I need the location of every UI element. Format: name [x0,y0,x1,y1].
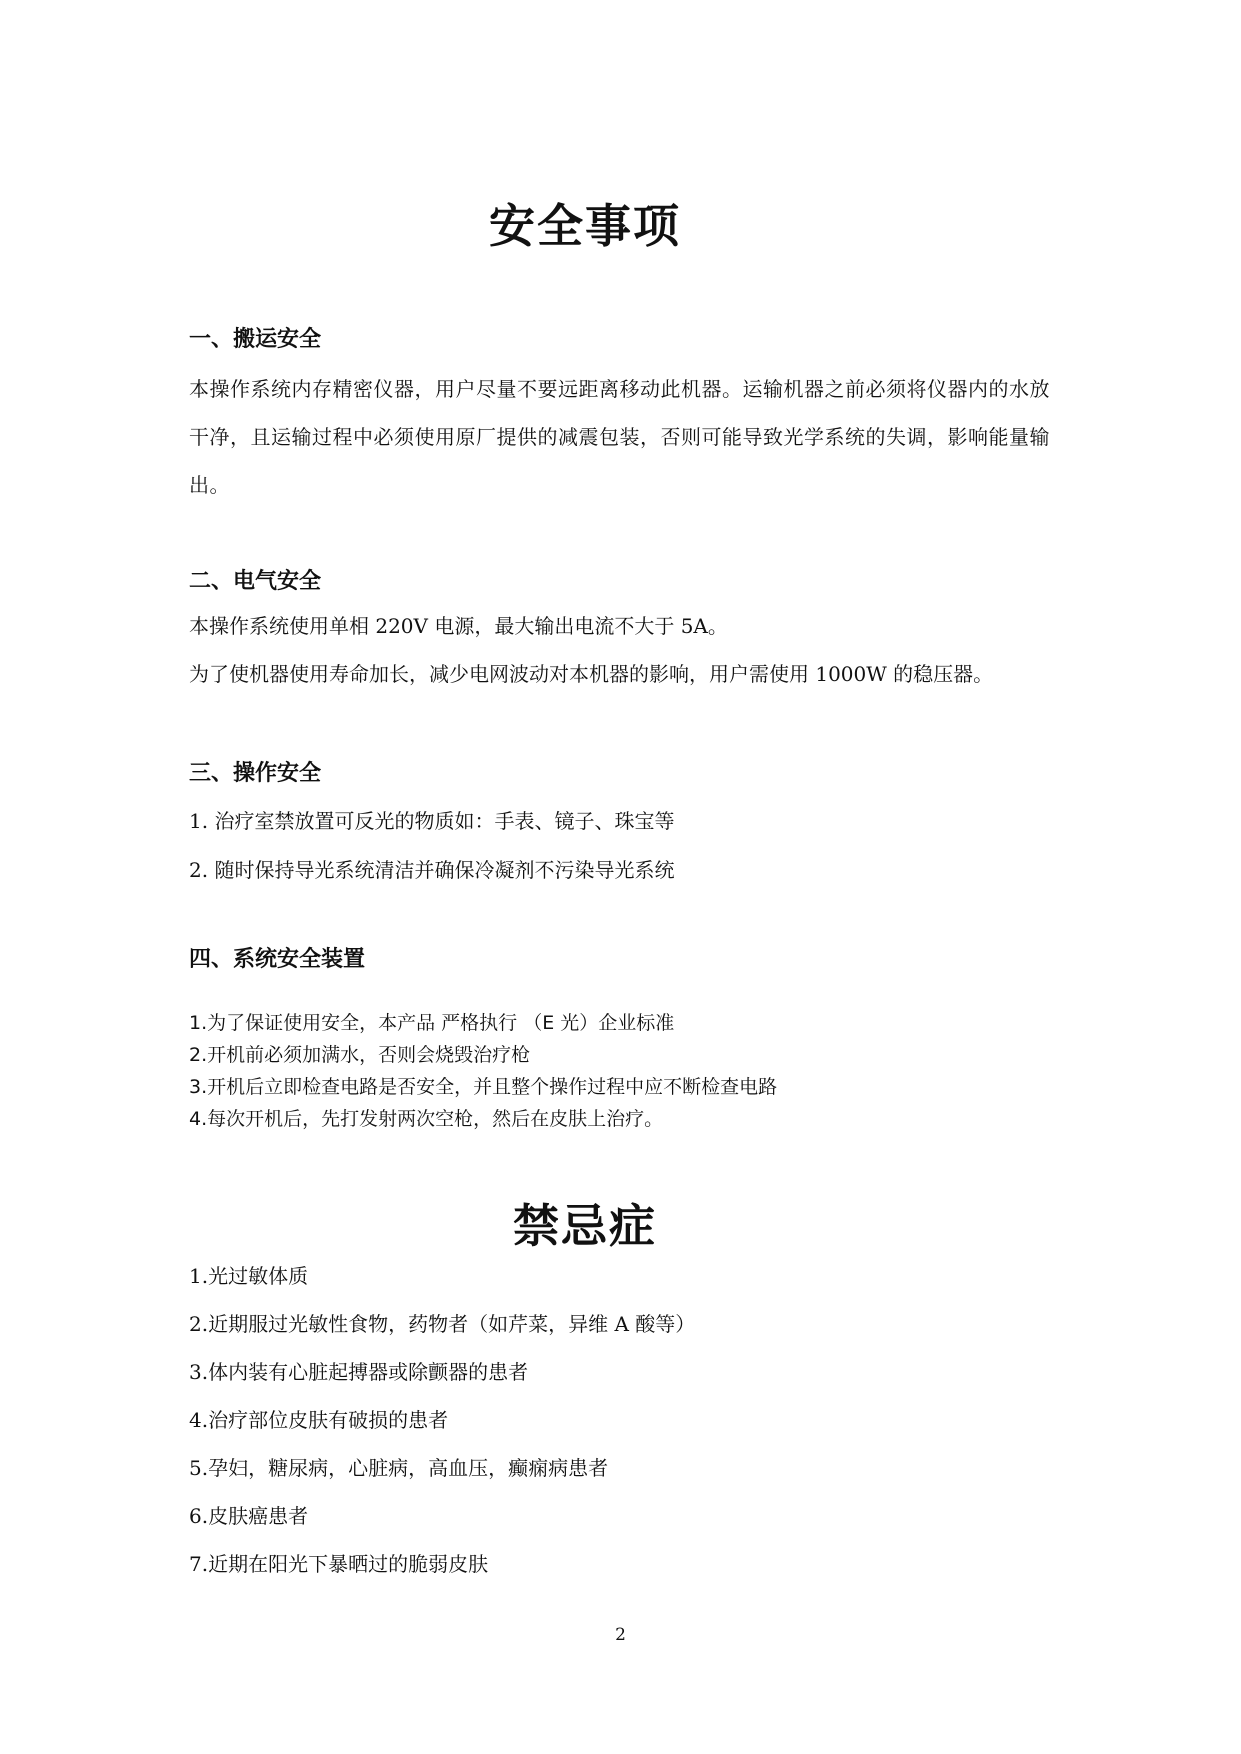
contraindication-item: 2.近期服过光敏性食物，药物者（如芹菜，异维 A 酸等） [189,1312,696,1336]
section-heading-operation: 三、操作安全 [189,761,322,786]
page-title-safety: 安全事项 [489,199,681,253]
safety-device-line-4: 4.每次开机后，先打发射两次空枪，然后在皮肤上治疗。 [189,1108,664,1130]
contraindication-item: 3.体内装有心脏起搏器或除颤器的患者 [189,1360,529,1384]
operation-line-1: 1. 治疗室禁放置可反光的物质如：手表、镜子、珠宝等 [189,809,675,833]
safety-device-line-2: 2.开机前必须加满水，否则会烧毁治疗枪 [189,1044,531,1066]
contraindication-item: 7.近期在阳光下暴晒过的脆弱皮肤 [189,1552,489,1576]
operation-line-2: 2. 随时保持导光系统清洁并确保冷凝剂不污染导光系统 [189,858,675,882]
page-title-contraindications: 禁忌症 [513,1199,657,1253]
electrical-line-2: 为了使机器使用寿命加长，减少电网波动对本机器的影响，用户需使用 1000W 的稳压器。 [189,662,994,686]
page-number: 2 [615,1625,626,1645]
contraindication-item: 5.孕妇，糖尿病，心脏病，高血压，癫痫病患者 [189,1456,609,1480]
electrical-line-1: 本操作系统使用单相 220V 电源，最大输出电流不大于 5A。 [189,614,728,638]
safety-device-line-1: 1.为了保证使用安全，本产品 严格执行 （E 光）企业标准 [189,1012,675,1034]
section-heading-transport: 一、搬运安全 [189,327,322,352]
contraindication-item: 4.治疗部位皮肤有破损的患者 [189,1408,449,1432]
contraindication-item: 6.皮肤癌患者 [189,1504,309,1528]
section-text-transport: 本操作系统内存精密仪器，用户尽量不要远距离移动此机器。运输机器之前必须将仪器内的水放干净，且运输过程中必须使用原厂提供的减震包装，否则可能导致光学系统的失调，影响能量输出。 [189,377,1050,497]
section-heading-electrical: 二、电气安全 [189,569,322,594]
section-heading-safety-devices: 四、系统安全装置 [189,947,366,972]
safety-device-line-3: 3.开机后立即检查电路是否安全，并且整个操作过程中应不断检查电路 [189,1076,778,1098]
contraindication-item: 1.光过敏体质 [189,1264,309,1288]
